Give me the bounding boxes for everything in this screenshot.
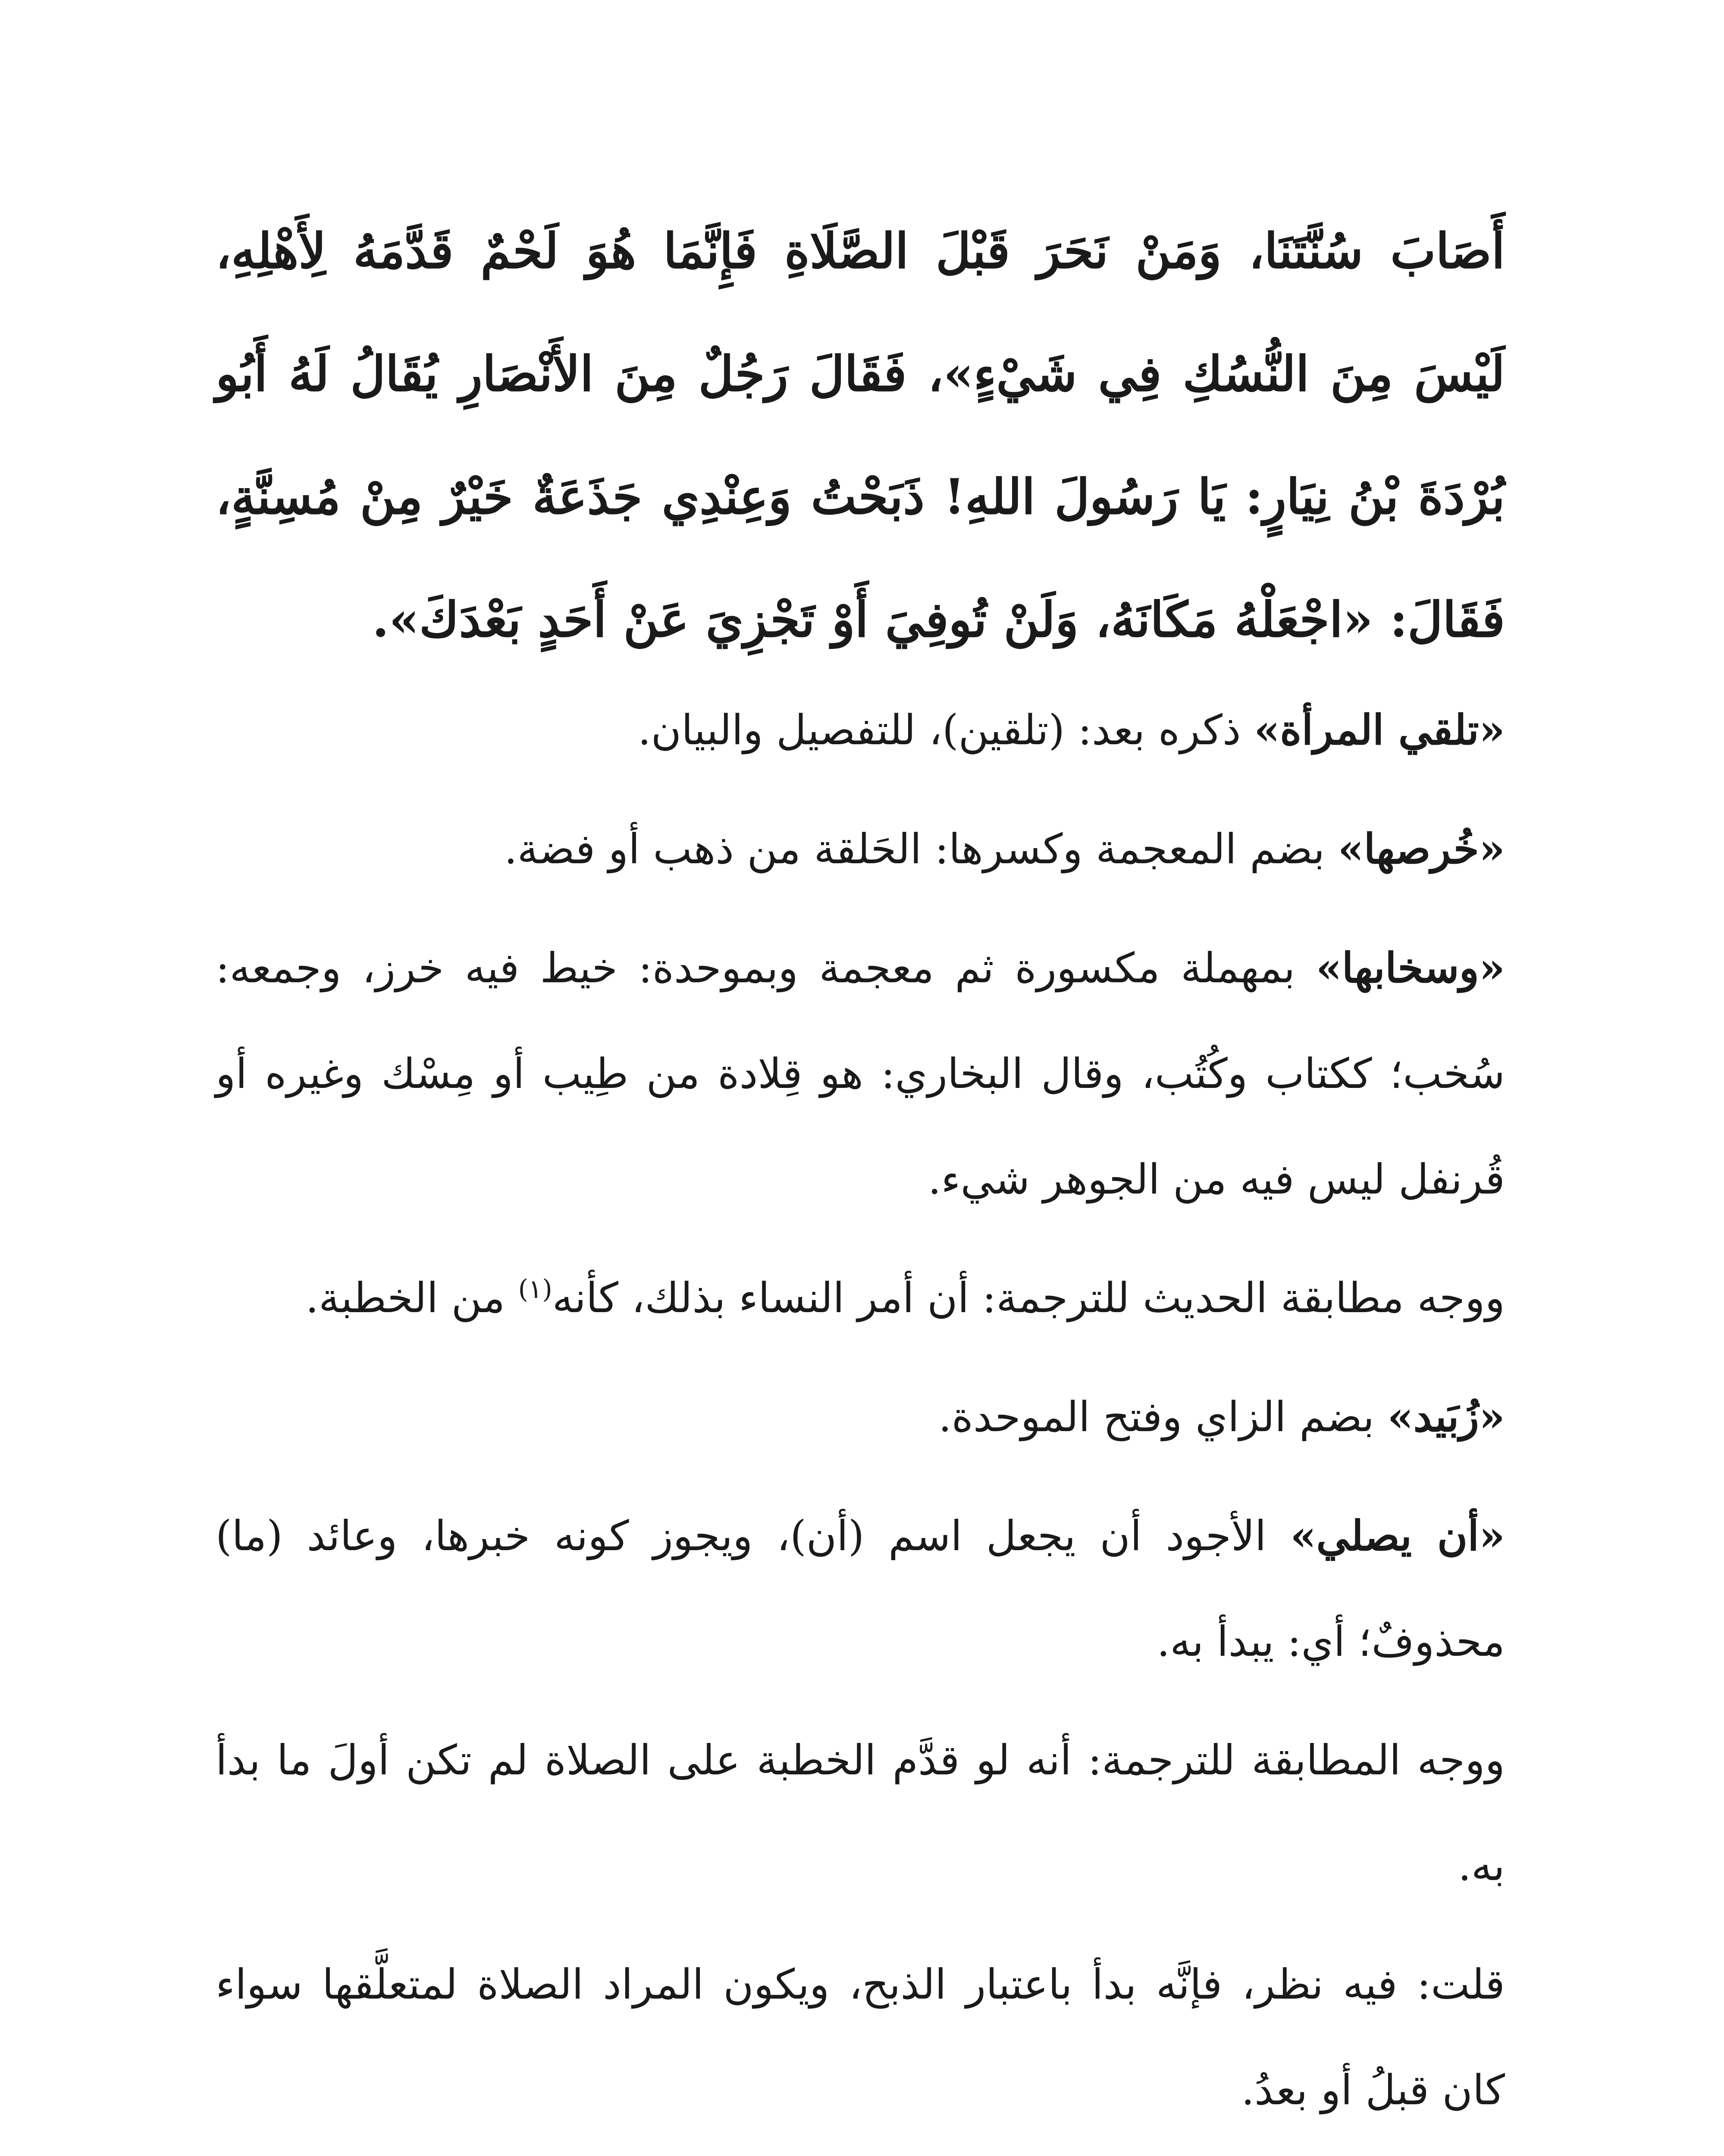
commentary-section — [216, 677, 1505, 2156]
commentary-text: الأجود أن يجعل اسم (أن)، ويجوز كونه خبرها، وعائد (ما) محذوفٌ؛ أي: يبدأ به. — [216, 1512, 1505, 1666]
commentary-paragraph — [216, 1932, 1505, 2143]
commentary-term: «تلقي المرأة» — [1254, 705, 1505, 754]
commentary-text: بضم الزاي وفتح الموحدة. — [938, 1393, 1388, 1441]
commentary-term: «خُرصها» — [1338, 824, 1505, 873]
commentary-text: قلت: فيه نظر، فإنَّه بدأ باعتبار الذبح، ويكون المراد الصلاة لمتعلَّقها سواء كان قبلُ أو بعدُ. — [216, 1960, 1505, 2114]
commentary-paragraph — [216, 677, 1505, 783]
commentary-paragraph — [216, 796, 1505, 902]
commentary-paragraph — [216, 1708, 1505, 1919]
commentary-term: «وسخابها» — [1316, 943, 1505, 992]
commentary-paragraph — [216, 1245, 1505, 1351]
footnote-reference[interactable]: (١) — [518, 1274, 552, 1304]
commentary-text: ووجه المطابقة للترجمة: أنه لو قدَّم الخطبة على الصلاة لم تكن أولَ ما بدأ به. — [216, 1736, 1505, 1890]
commentary-text-continued: من الخطبة. — [305, 1274, 518, 1322]
commentary-paragraph — [216, 915, 1505, 1232]
commentary-paragraph — [216, 1364, 1505, 1470]
commentary-paragraph — [216, 1483, 1505, 1695]
commentary-text: ووجه مطابقة الحديث للترجمة: أن أمر النساء بذلك، كأنه — [552, 1274, 1505, 1322]
commentary-text: بضم المعجمة وكسرها: الحَلقة من ذهب أو فضة. — [504, 825, 1338, 873]
commentary-text: ذكره بعد: (تلقين)، للتفصيل والبيان. — [638, 706, 1254, 754]
hadith-paragraph: أَصَابَ سُنَّتَنَا، وَمَنْ نَحَرَ قَبْلَ الصَّلَاةِ فَإِنَّمَا هُوَ لَحْمٌ قَدَّمَهُ لِأَهْلِهِ، لَيْسَ مِنَ النُّسُكِ فِي شَيْءٍ»، فَقَالَ رَجُلٌ مِنَ الأَنْصَارِ يُقَالُ لَهُ أَبُو بُرْدَةَ بْنُ نِيَارٍ: يَا رَسُولَ اللهِ! ذَبَحْتُ وَعِنْدِي جَذَعَةٌ خَيْرٌ مِنْ مُسِنَّةٍ، فَقَالَ: «اجْعَلْهُ مَكَانَهُ، وَلَنْ تُوفِيَ أَوْ تَجْزِيَ عَنْ أَحَدٍ بَعْدَكَ». — [216, 223, 1505, 648]
commentary-term: «أن يصلي» — [1290, 1511, 1505, 1560]
commentary-term: «زُبَيد» — [1387, 1392, 1505, 1441]
commentary-text: بمهملة مكسورة ثم معجمة وبموحدة: خيط فيه خرز، وجمعه: سُخب؛ ككتاب وكُتُب، وقال البخاري: هو قِلادة من طِيب أو مِسْك وغيره أو قُرنفل ليس فيه من الجوهر شيء. — [216, 944, 1505, 1203]
